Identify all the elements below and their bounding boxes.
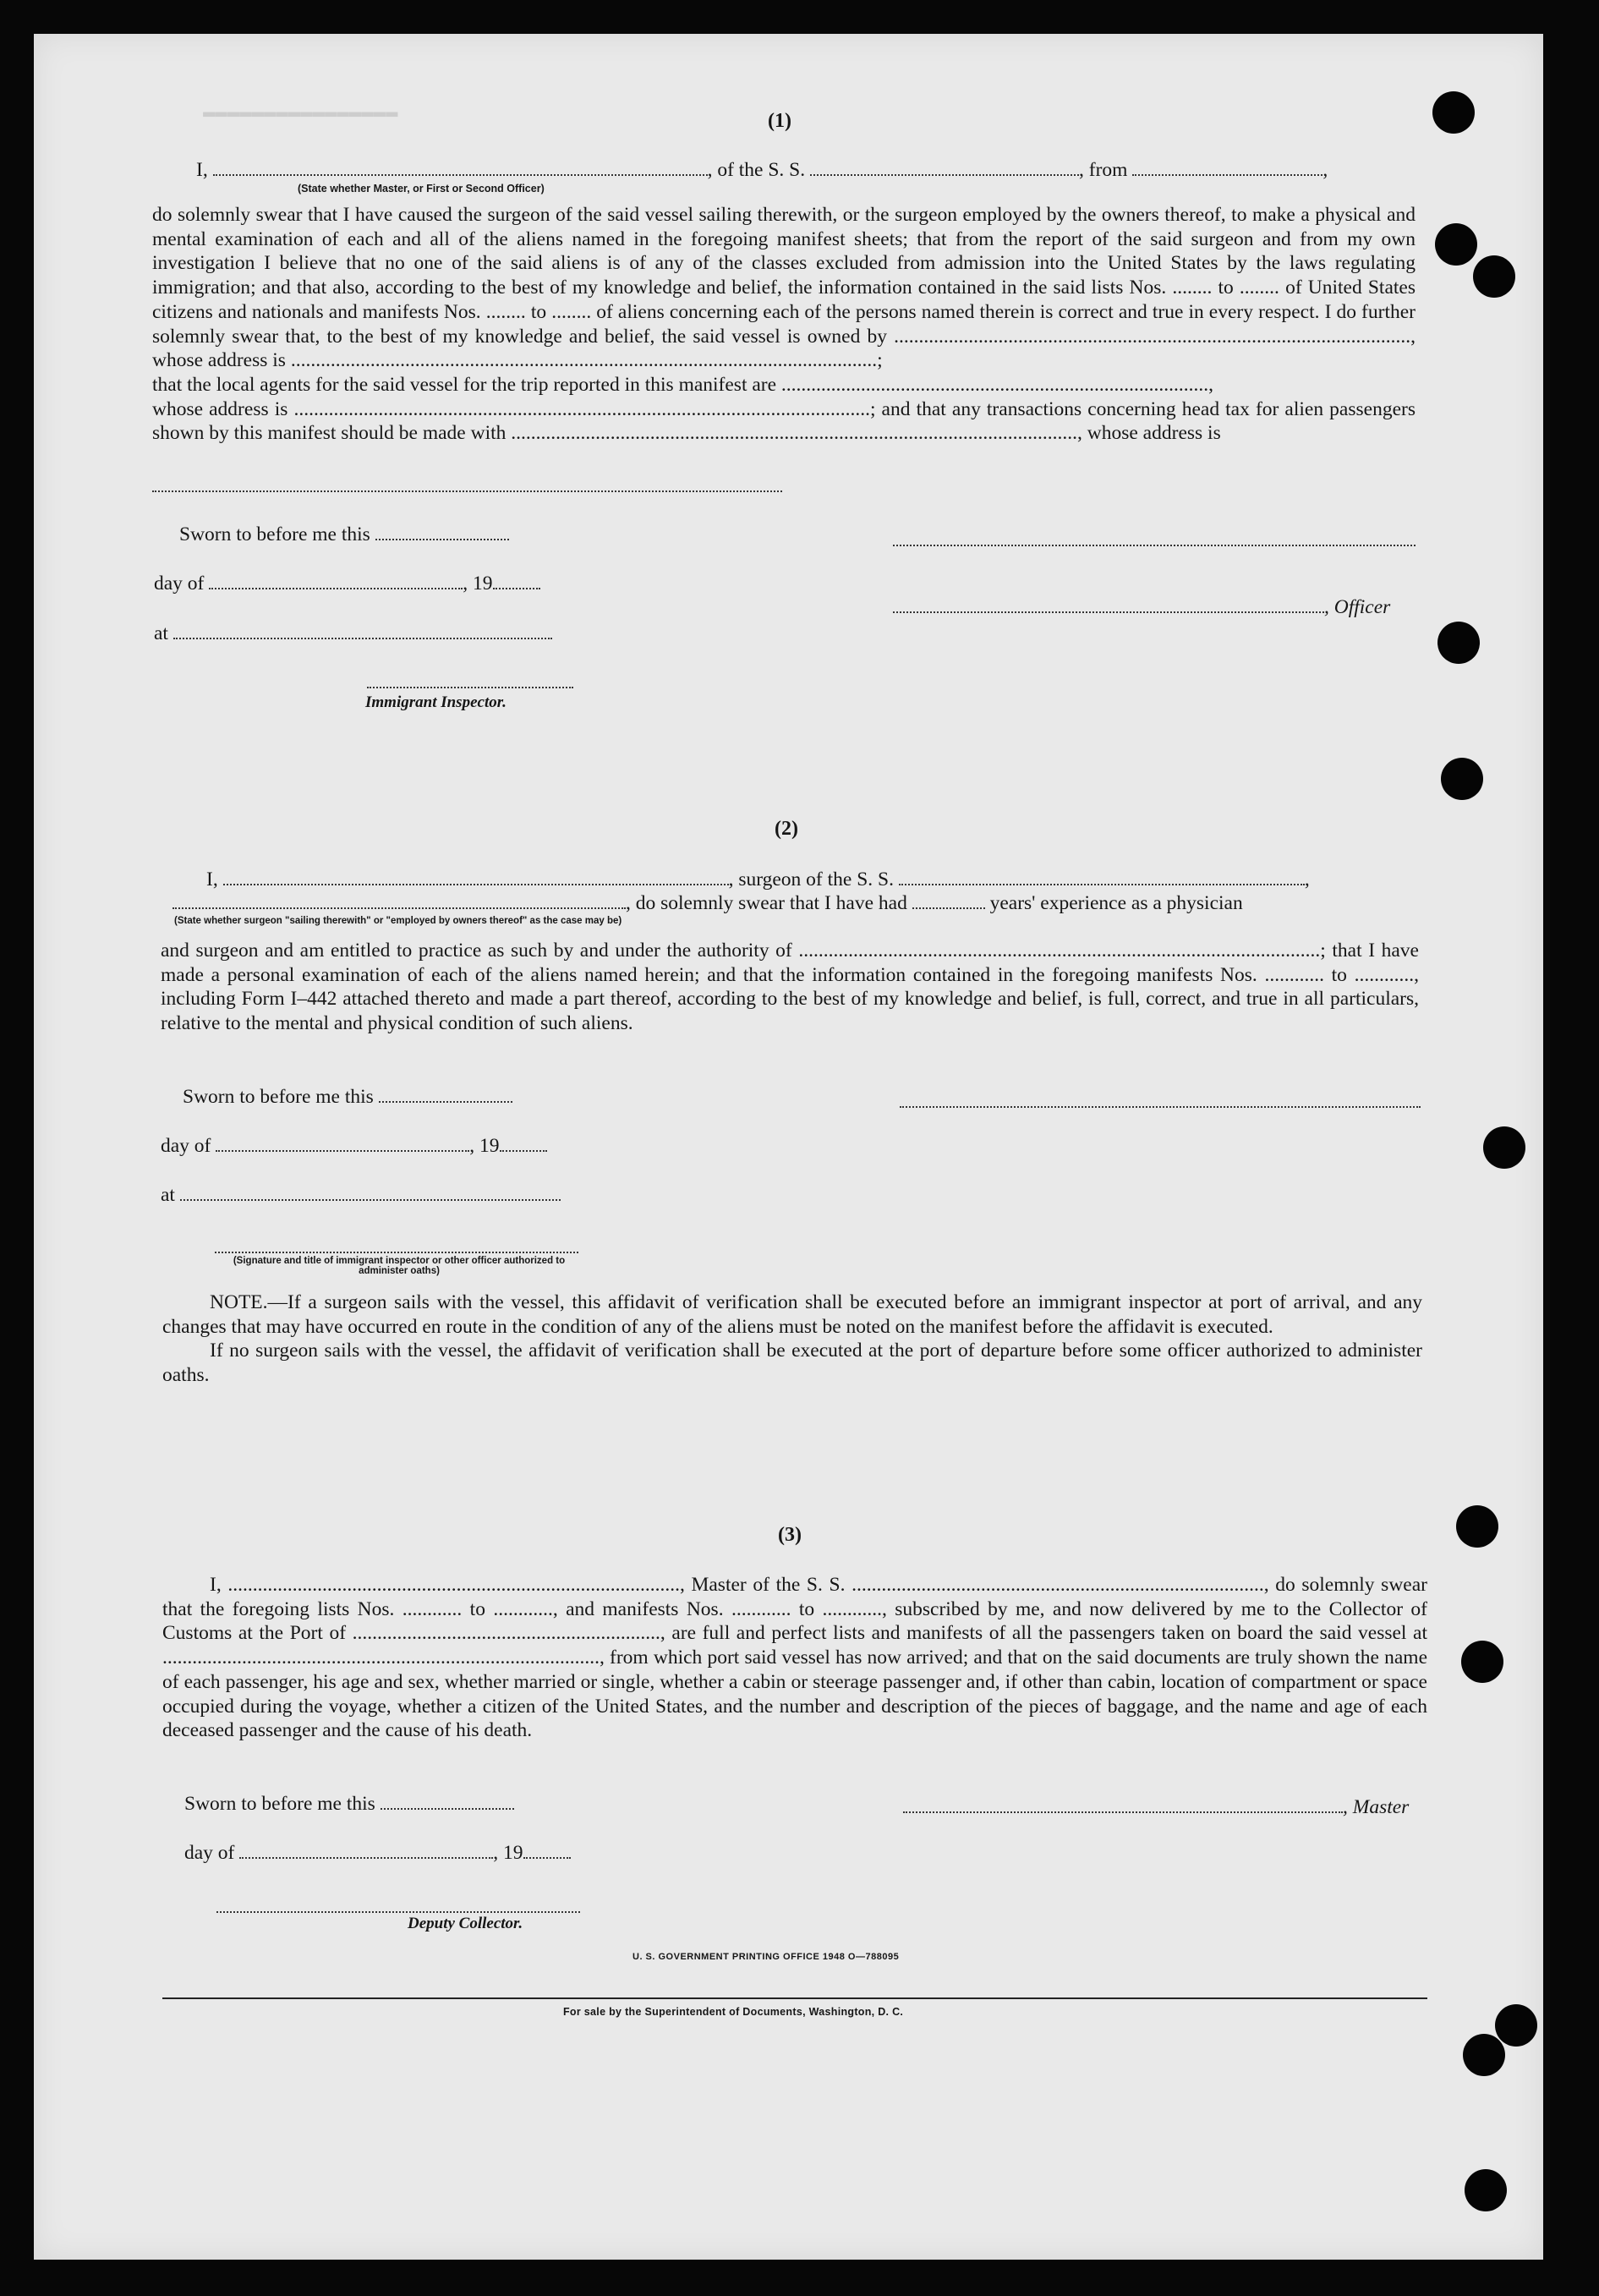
s2-surgeon-signature-line[interactable] bbox=[900, 1104, 1421, 1108]
s1-body-text: do solemnly swear that I have caused the surgeon of the said vessel sailing therewith, or the surgeon employed by the owners thereof, to make a physical and mental examination of each and all of the aliens named in the foregoing manifest sheets; that from the report of the said surgeon and from my own investigation I believe that no one of the said aliens is of any of the classes excluded from admission into the United States by the laws regulating immigration; and that also, according to the best of my knowledge and belief, the information contained in the said lists Nos. ........ to ........ of United States citizens and nationals and manifests Nos. ........ to ........ of aliens concerning each of the persons named therein is correct and true in every respect. I do further solemnly swear that, to the best of my knowledge and belief, the said vessel is owned by ........................................................................................................, whose address is ......................................................................................................................; bbox=[152, 204, 1416, 372]
s1-inspector-label: Immigrant Inspector. bbox=[365, 693, 507, 711]
s1-inspector-signature-line[interactable] bbox=[367, 685, 573, 688]
s2-signature-caption-text: (Signature and title of immigrant inspector or other officer authorized to administer oaths) bbox=[233, 1256, 566, 1276]
s2-signature-caption bbox=[222, 1256, 577, 1276]
s1-officer-signature-line[interactable] bbox=[893, 543, 1416, 546]
s1-sworn-label: Sworn to before me this bbox=[179, 523, 370, 545]
s2-note-text-2: If no surgeon sails with the vessel, the affidavit of verification shall be executed at the port of departure before some officer authorized to administer oaths. bbox=[162, 1340, 1422, 1387]
s2-surgeon-name-field[interactable] bbox=[223, 869, 729, 885]
section-2-heading: (2) bbox=[775, 818, 798, 840]
s1-sworn-line bbox=[179, 523, 509, 546]
punch-hole bbox=[1432, 91, 1475, 134]
s2-day-field[interactable] bbox=[216, 1135, 469, 1152]
punch-hole bbox=[1483, 1126, 1525, 1169]
s1-day-field[interactable] bbox=[209, 573, 463, 589]
s2-body-text: and surgeon and am entitled to practice as such by and under the authority of .........................................................................................................; that I have made a personal examination of each of the aliens named herein; and that the information contained in the foregoing manifests Nos. ............ to ............, including Form I–442 attached thereto and made a part thereof, according to the best of my knowledge and belief, is full, correct, and true in all particulars, relative to the mental and physical condition of such aliens. bbox=[161, 940, 1419, 1035]
s1-line1 bbox=[196, 159, 1328, 182]
s3-deputy-label: Deputy Collector. bbox=[408, 1915, 523, 1932]
s3-day-line bbox=[184, 1842, 571, 1865]
s2-surgeon-type-field[interactable] bbox=[172, 892, 626, 909]
s1-nineteen-label: , 19 bbox=[463, 573, 493, 595]
s1-officer-field-caption: (State whether Master, or First or Second Officer) bbox=[298, 183, 545, 195]
s2-sworn-line bbox=[183, 1086, 512, 1109]
s3-master-signature-field[interactable] bbox=[903, 1796, 1343, 1813]
s2-year-field[interactable] bbox=[500, 1135, 547, 1152]
s2-years-field[interactable] bbox=[912, 892, 985, 909]
s1-at-field[interactable] bbox=[173, 622, 552, 639]
s2-at-line bbox=[161, 1184, 561, 1207]
sale-notice: For sale by the Superintendent of Documents, Washington, D. C. bbox=[563, 2006, 904, 2018]
s3-deputy-signature-line[interactable] bbox=[216, 1910, 580, 1913]
punch-hole bbox=[1441, 758, 1483, 800]
s2-surgeon-type-caption: (State whether surgeon "sailing therewith" or "employed by owners thereof" as the case may be) bbox=[174, 916, 622, 926]
s3-body-text: I, ..........................................................................................., Master of the S. S. ..................................................................................., do solemnly swear that the foregoing lists Nos. ............ to ............, and manifests Nos. ............ to ............, subscribed by me, and now delivered by me to the Collector of Customs at the Port of .............................................................., are full and perfect lists and manifests of all the passengers taken on board the said vessel at ........................................................................................, from which port said vessel has now arrived; and that on the said documents are truly shown the name of each passenger, his age and sex, whether married or single, whether a cabin or steerage passenger and, if other than cabin, location of compartment or space occupied during the voyage, whether a citizen of the United States, and the number and description of the pieces of baggage, and the name and age of each deceased passenger and the cause of his death. bbox=[162, 1574, 1427, 1742]
s2-i-label: I, bbox=[206, 869, 218, 890]
s2-line1 bbox=[206, 869, 1310, 891]
s1-sworn-date-field[interactable] bbox=[375, 523, 509, 540]
s2-dayof-label: day of bbox=[161, 1135, 211, 1157]
s1-body bbox=[152, 203, 1416, 446]
s1-year-field[interactable] bbox=[493, 573, 540, 589]
s2-nineteen-label: , 19 bbox=[469, 1135, 500, 1157]
punch-hole bbox=[1456, 1505, 1498, 1548]
footer-rule bbox=[162, 1997, 1427, 1999]
s1-officer-line bbox=[893, 596, 1390, 619]
s3-year-field[interactable] bbox=[523, 1842, 571, 1859]
s1-from-field[interactable] bbox=[1132, 159, 1322, 176]
s2-note-text-1: NOTE.—If a surgeon sails with the vessel, this affidavit of verification shall be executed before an immigrant inspector at port of arrival, and any changes that may have occurred en route in the condition of any of the aliens must be noted on the manifest before the affidavit is executed. bbox=[162, 1291, 1422, 1338]
s2-line2 bbox=[172, 892, 1243, 915]
punch-hole bbox=[1465, 2169, 1507, 2211]
punch-hole bbox=[1463, 2034, 1505, 2076]
s2-years-label: years' experience as a physician bbox=[989, 892, 1243, 914]
s3-master-label: , Master bbox=[1343, 1796, 1410, 1818]
s2-sworn-date-field[interactable] bbox=[379, 1086, 512, 1103]
s2-surgeon-label: , surgeon of the S. S. bbox=[728, 869, 894, 890]
s1-address-field[interactable] bbox=[152, 489, 782, 492]
s2-at-label: at bbox=[161, 1184, 175, 1206]
s1-ship-name-field[interactable] bbox=[810, 159, 1079, 176]
s2-day-line bbox=[161, 1135, 547, 1158]
s3-master-line bbox=[903, 1796, 1409, 1819]
s1-from-label: , from bbox=[1079, 159, 1128, 181]
s3-body bbox=[162, 1573, 1427, 1743]
section-3-heading: (3) bbox=[778, 1524, 802, 1546]
s1-body-text-2: that the local agents for the said vessel for the trip reported in this manifest are ......................................................................................, bbox=[152, 373, 1214, 396]
s1-i-label: I, bbox=[196, 159, 208, 181]
s2-note bbox=[162, 1290, 1422, 1388]
s2-body bbox=[161, 939, 1419, 1036]
s1-officer-title-field[interactable] bbox=[893, 596, 1324, 613]
s3-nineteen-label: , 19 bbox=[493, 1842, 523, 1864]
s2-swear-label: , do solemnly swear that I have had bbox=[626, 892, 907, 914]
s1-dayof-label: day of bbox=[154, 573, 205, 595]
punch-hole bbox=[1473, 255, 1515, 298]
section-1-heading: (1) bbox=[768, 110, 791, 132]
gpo-imprint: U. S. GOVERNMENT PRINTING OFFICE 1948 O—788095 bbox=[632, 1952, 900, 1962]
s1-at-label: at bbox=[154, 622, 168, 644]
punch-hole bbox=[1495, 2004, 1537, 2047]
s1-officer-field[interactable] bbox=[213, 159, 708, 176]
s2-ship-name-field[interactable] bbox=[899, 869, 1305, 885]
s2-comma: , bbox=[1304, 869, 1310, 890]
s3-dayof-label: day of bbox=[184, 1842, 235, 1864]
s3-sworn-line bbox=[184, 1793, 514, 1816]
punch-hole bbox=[1461, 1641, 1503, 1683]
punch-hole bbox=[1437, 622, 1480, 664]
s1-at-line bbox=[154, 622, 552, 645]
s1-body-text-3: whose address is ....................................................................................................................; and that any transactions concerning head tax for alien passengers shown by this manifest should be made with .................................................................................................................., whose address is bbox=[152, 397, 1416, 445]
s2-at-field[interactable] bbox=[180, 1184, 561, 1201]
s3-sworn-date-field[interactable] bbox=[381, 1793, 514, 1810]
s3-day-field[interactable] bbox=[239, 1842, 493, 1859]
s1-comma: , bbox=[1322, 159, 1328, 181]
s1-officer-label: , Officer bbox=[1324, 596, 1391, 618]
s2-inspector-signature-line[interactable] bbox=[215, 1250, 578, 1253]
s2-sworn-label: Sworn to before me this bbox=[183, 1086, 374, 1108]
punch-hole bbox=[1435, 223, 1477, 266]
s1-ofss-label: , of the S. S. bbox=[707, 159, 806, 181]
s1-day-line bbox=[154, 573, 540, 595]
s3-sworn-label: Sworn to before me this bbox=[184, 1793, 375, 1815]
